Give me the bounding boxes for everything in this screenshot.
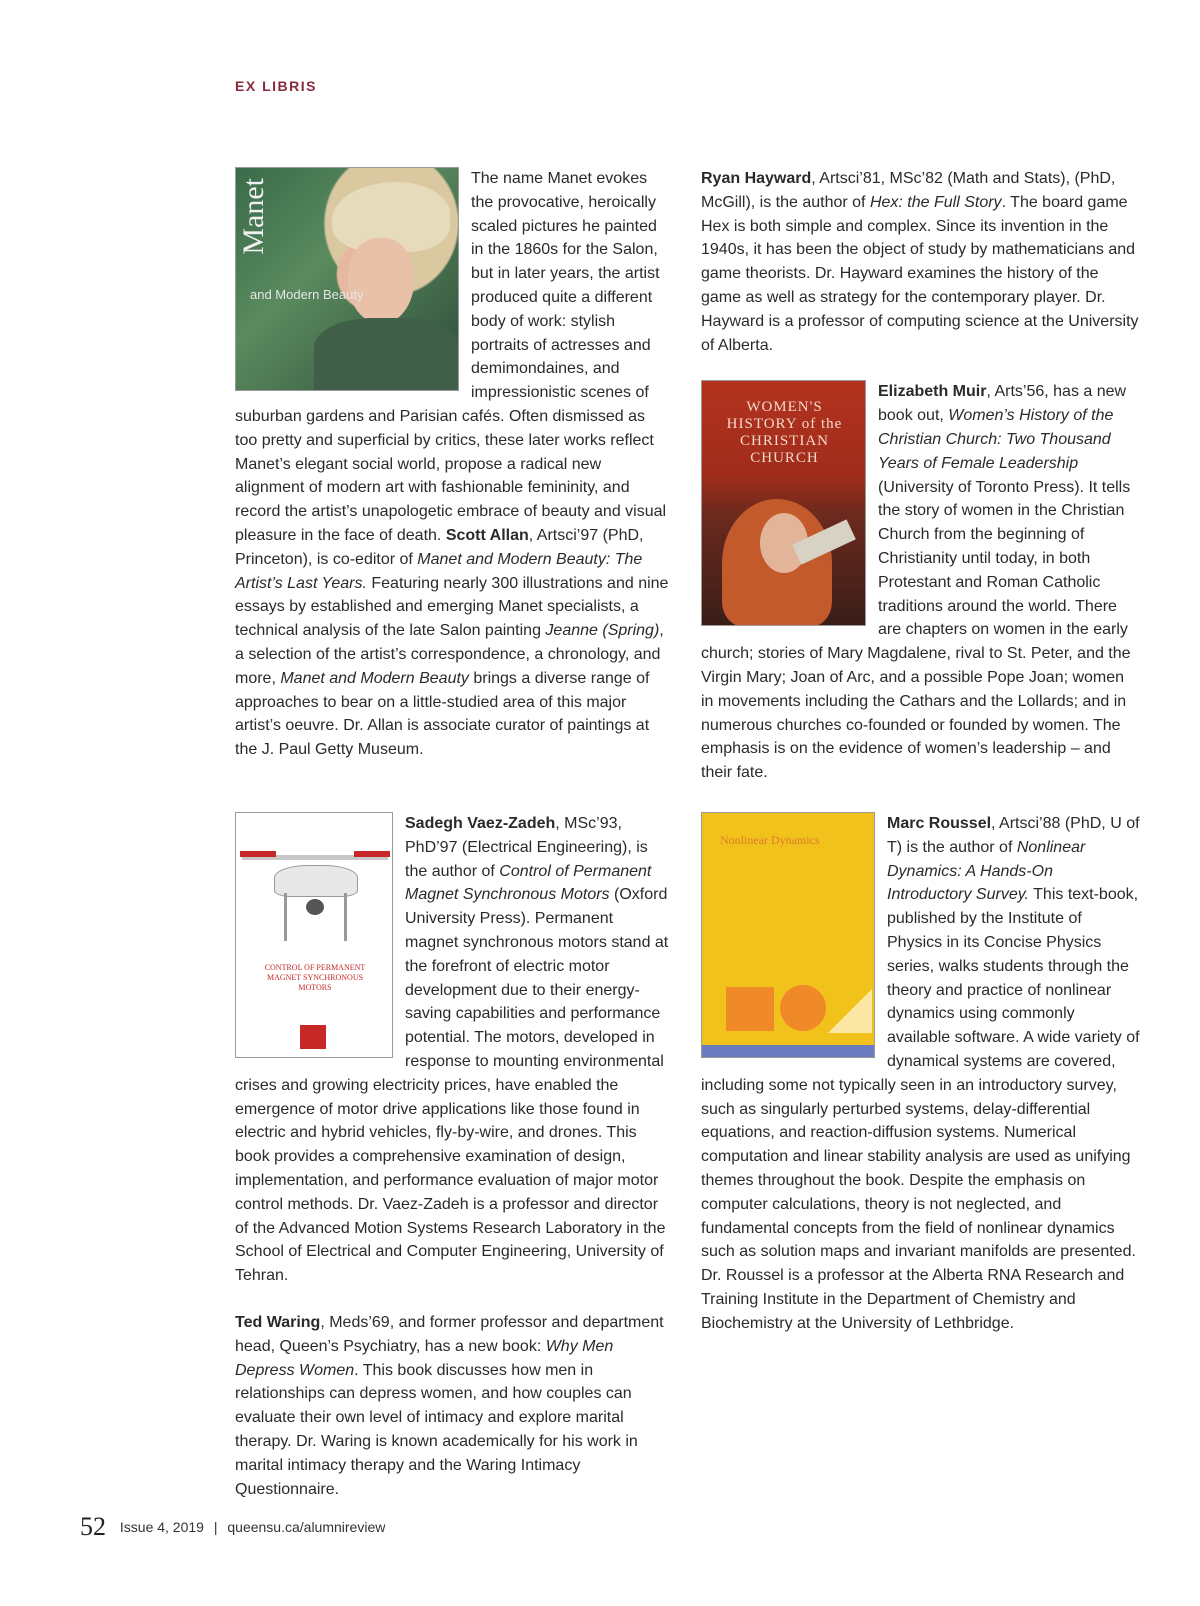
drone-propeller-shape	[240, 851, 276, 857]
womens-history-book-cover	[701, 380, 866, 626]
triangle-shape	[828, 989, 872, 1033]
book-title: Hex: the Full Story	[869, 193, 1002, 211]
womens-cover-title: WOMEN'S HISTORY of the CHRISTIAN CHURCH	[726, 399, 843, 467]
left-column	[235, 167, 670, 762]
footer-url[interactable]: queensu.ca/alumnireview	[227, 1519, 386, 1535]
page-footer	[80, 1512, 385, 1542]
page-number: 52	[80, 1512, 106, 1541]
footer-separator: |	[213, 1519, 218, 1535]
right-column-lower	[701, 812, 1141, 1336]
drone-leg-shape	[284, 893, 287, 941]
author-name: Scott Allan	[445, 526, 529, 544]
issue-label: Issue 4, 2019	[119, 1519, 204, 1535]
motors-cover-title: CONTROL OF PERMANENT MAGNET SYNCHRONOUS MOTORS	[264, 963, 366, 992]
author-name: Ryan Hayward	[701, 170, 812, 187]
circle-shape	[780, 985, 826, 1031]
left-column-lower	[235, 812, 670, 1501]
roussel-entry: Marc Roussel, Artsci’88 (PhD, U of T) is the author of Nonlinear Dynamics: A Hands-On Introductory Survey. This text-book, published by the Institute of Physics in its Concise Physics series, walks students through the theory and practice of nonlinear dynamics using commonly available software. A wide variety of dynamical systems are covered, including some not typically seen in an introductory survey, such as singularly perturbed systems, delay-differential equations, and reaction-diffusion systems. Numerical computation and linear stability analysis are used as unifying themes throughout the book. Despite the emphasis on computer calculations, theory is not neglected, and fundamental concepts from the field of nonlinear dynamics such as solution maps and invariant manifolds are presented. Dr. Roussel is a professor at the Alberta RNA Research and Training Institute in the Department of Chemistry and Biochemistry at the University of Lethbridge.	[701, 815, 1140, 1332]
manet-cover-title: Manet	[237, 178, 270, 255]
book-title: Women’s History of the Christian Church: Two Thousand Years of Female Leadership	[878, 407, 1114, 472]
nonlinear-cover-title: Nonlinear Dynamics	[720, 833, 820, 847]
drone-propeller-shape	[354, 851, 390, 857]
book-title: Why Men Depress Women	[235, 1337, 614, 1379]
motors-book-cover	[235, 812, 393, 1058]
square-shape	[726, 987, 774, 1031]
book-title: Manet and Modern Beauty: The Artist’s Last Years.	[235, 550, 643, 592]
hayward-entry: Ryan Hayward, Artsci’81, MSc’82 (Math and Stats), (PhD, McGill), is the author of Hex: the Full Story. The board game Hex is both simple and complex. Since its invention in the 1940s, it has been the object of study by mathematicians and game theorists. Dr. Hayward examines the history of the game as well as strategy for the contemporary player. Dr. Hayward is a professor of computing science at the University of Alberta.	[701, 170, 1139, 354]
section-label: EX LIBRIS	[235, 78, 317, 94]
cover-band-shape	[702, 1045, 874, 1057]
author-name: Elizabeth Muir	[878, 383, 987, 401]
waring-entry: Ted Waring, Meds’69, and former professor and department head, Queen’s Psychiatry, has a new book: Why Men Depress Women. This book discusses how men in relationships can depress women, and how couples can evaluate their own level of intimacy and explore marital therapy. Dr. Waring is known academically for his work in marital intimacy therapy and the Waring Intimacy Questionnaire.	[235, 1313, 664, 1498]
drone-camera-shape	[306, 899, 324, 915]
author-name: Marc Roussel	[887, 815, 992, 832]
cover-dress-shape	[314, 318, 459, 391]
manet-entry: The name Manet evokes the provocative, heroically scaled pictures he painted in the 1860s for the Salon, but in later years, the artist produced quite a different body of work: stylish portraits of actresses and demimondaines, and impressionistic scenes of suburban gardens and Parisian cafés. Often dismissed as too pretty and superficial by critics, these later works reflect Manet’s elegant social world, propose a radical new alignment of modern art with fashionable femininity, and record the artist’s unapologetic embrace of beauty and visual pleasure in the face of death. Scott Allan, Artsci’97 (PhD, Princeton), is co-editor of Manet and Modern Beauty: The Artist’s Last Years. Featuring nearly 300 illustrations and nine essays by established and emerging Manet specialists, a technical analysis of the late Salon painting Jeanne (Spring), a selection of the artist’s correspondence, a chronology, and more, Manet and Modern Beauty brings a diverse range of approaches to bear on a little-studied area of this major artist’s oeuvre. Dr. Allan is associate curator of paintings at the J. Paul Getty Museum.	[235, 170, 669, 759]
right-column	[701, 167, 1139, 785]
publisher-logo-icon	[300, 1025, 326, 1049]
manet-cover-subtitle: and Modern Beauty	[250, 287, 364, 302]
manet-book-cover	[235, 167, 459, 391]
book-title: Nonlinear Dynamics: A Hands-On Introductory Survey.	[887, 838, 1086, 904]
author-name: Ted Waring	[235, 1313, 321, 1331]
author-name: Sadegh Vaez-Zadeh	[405, 815, 556, 832]
drone-leg-shape	[344, 893, 347, 941]
nonlinear-dynamics-book-cover	[701, 812, 875, 1058]
muir-entry: Elizabeth Muir, Arts’56, has a new book out, Women’s History of the Christian Church: Two Thousand Years of Female Leadership (University of Toronto Press). It tells the story of women in the Christian Church from the beginning of Christianity until today, in both Protestant and Roman Catholic traditions around the world. There are chapters on women in the early church; stories of Mary Magdalene, rival to St. Peter, and the Virgin Mary; Joan of Arc, and a possible Pope Joan; women in movements including the Cathars and the Lollards; and in numerous churches co-founded or founded by women. The emphasis is on the evidence of women’s leadership – and their fate.	[701, 383, 1131, 782]
book-title: Control of Permanent Magnet Synchronous Motors	[405, 862, 652, 904]
cover-face-shape	[348, 238, 414, 324]
vaez-entry: Sadegh Vaez-Zadeh, MSc’93, PhD’97 (Electrical Engineering), is the author of Control of Permanent Magnet Synchronous Motors (Oxford University Press). Permanent magnet synchronous motors stand at the forefront of electric motor development due to their energy-saving capabilities and performance potential. The motors, developed in response to mounting environmental crises and growing electricity prices, have enabled the emergence of motor drive applications like those found in electric and hybrid vehicles, fly-by-wire, and drones. This book provides a comprehensive examination of design, implementation, and performance evaluation of major motor control methods. Dr. Vaez-Zadeh is a professor and director of the Advanced Motion Systems Research Laboratory in the School of Electrical and Computer Engineering, University of Tehran.	[235, 815, 669, 1285]
